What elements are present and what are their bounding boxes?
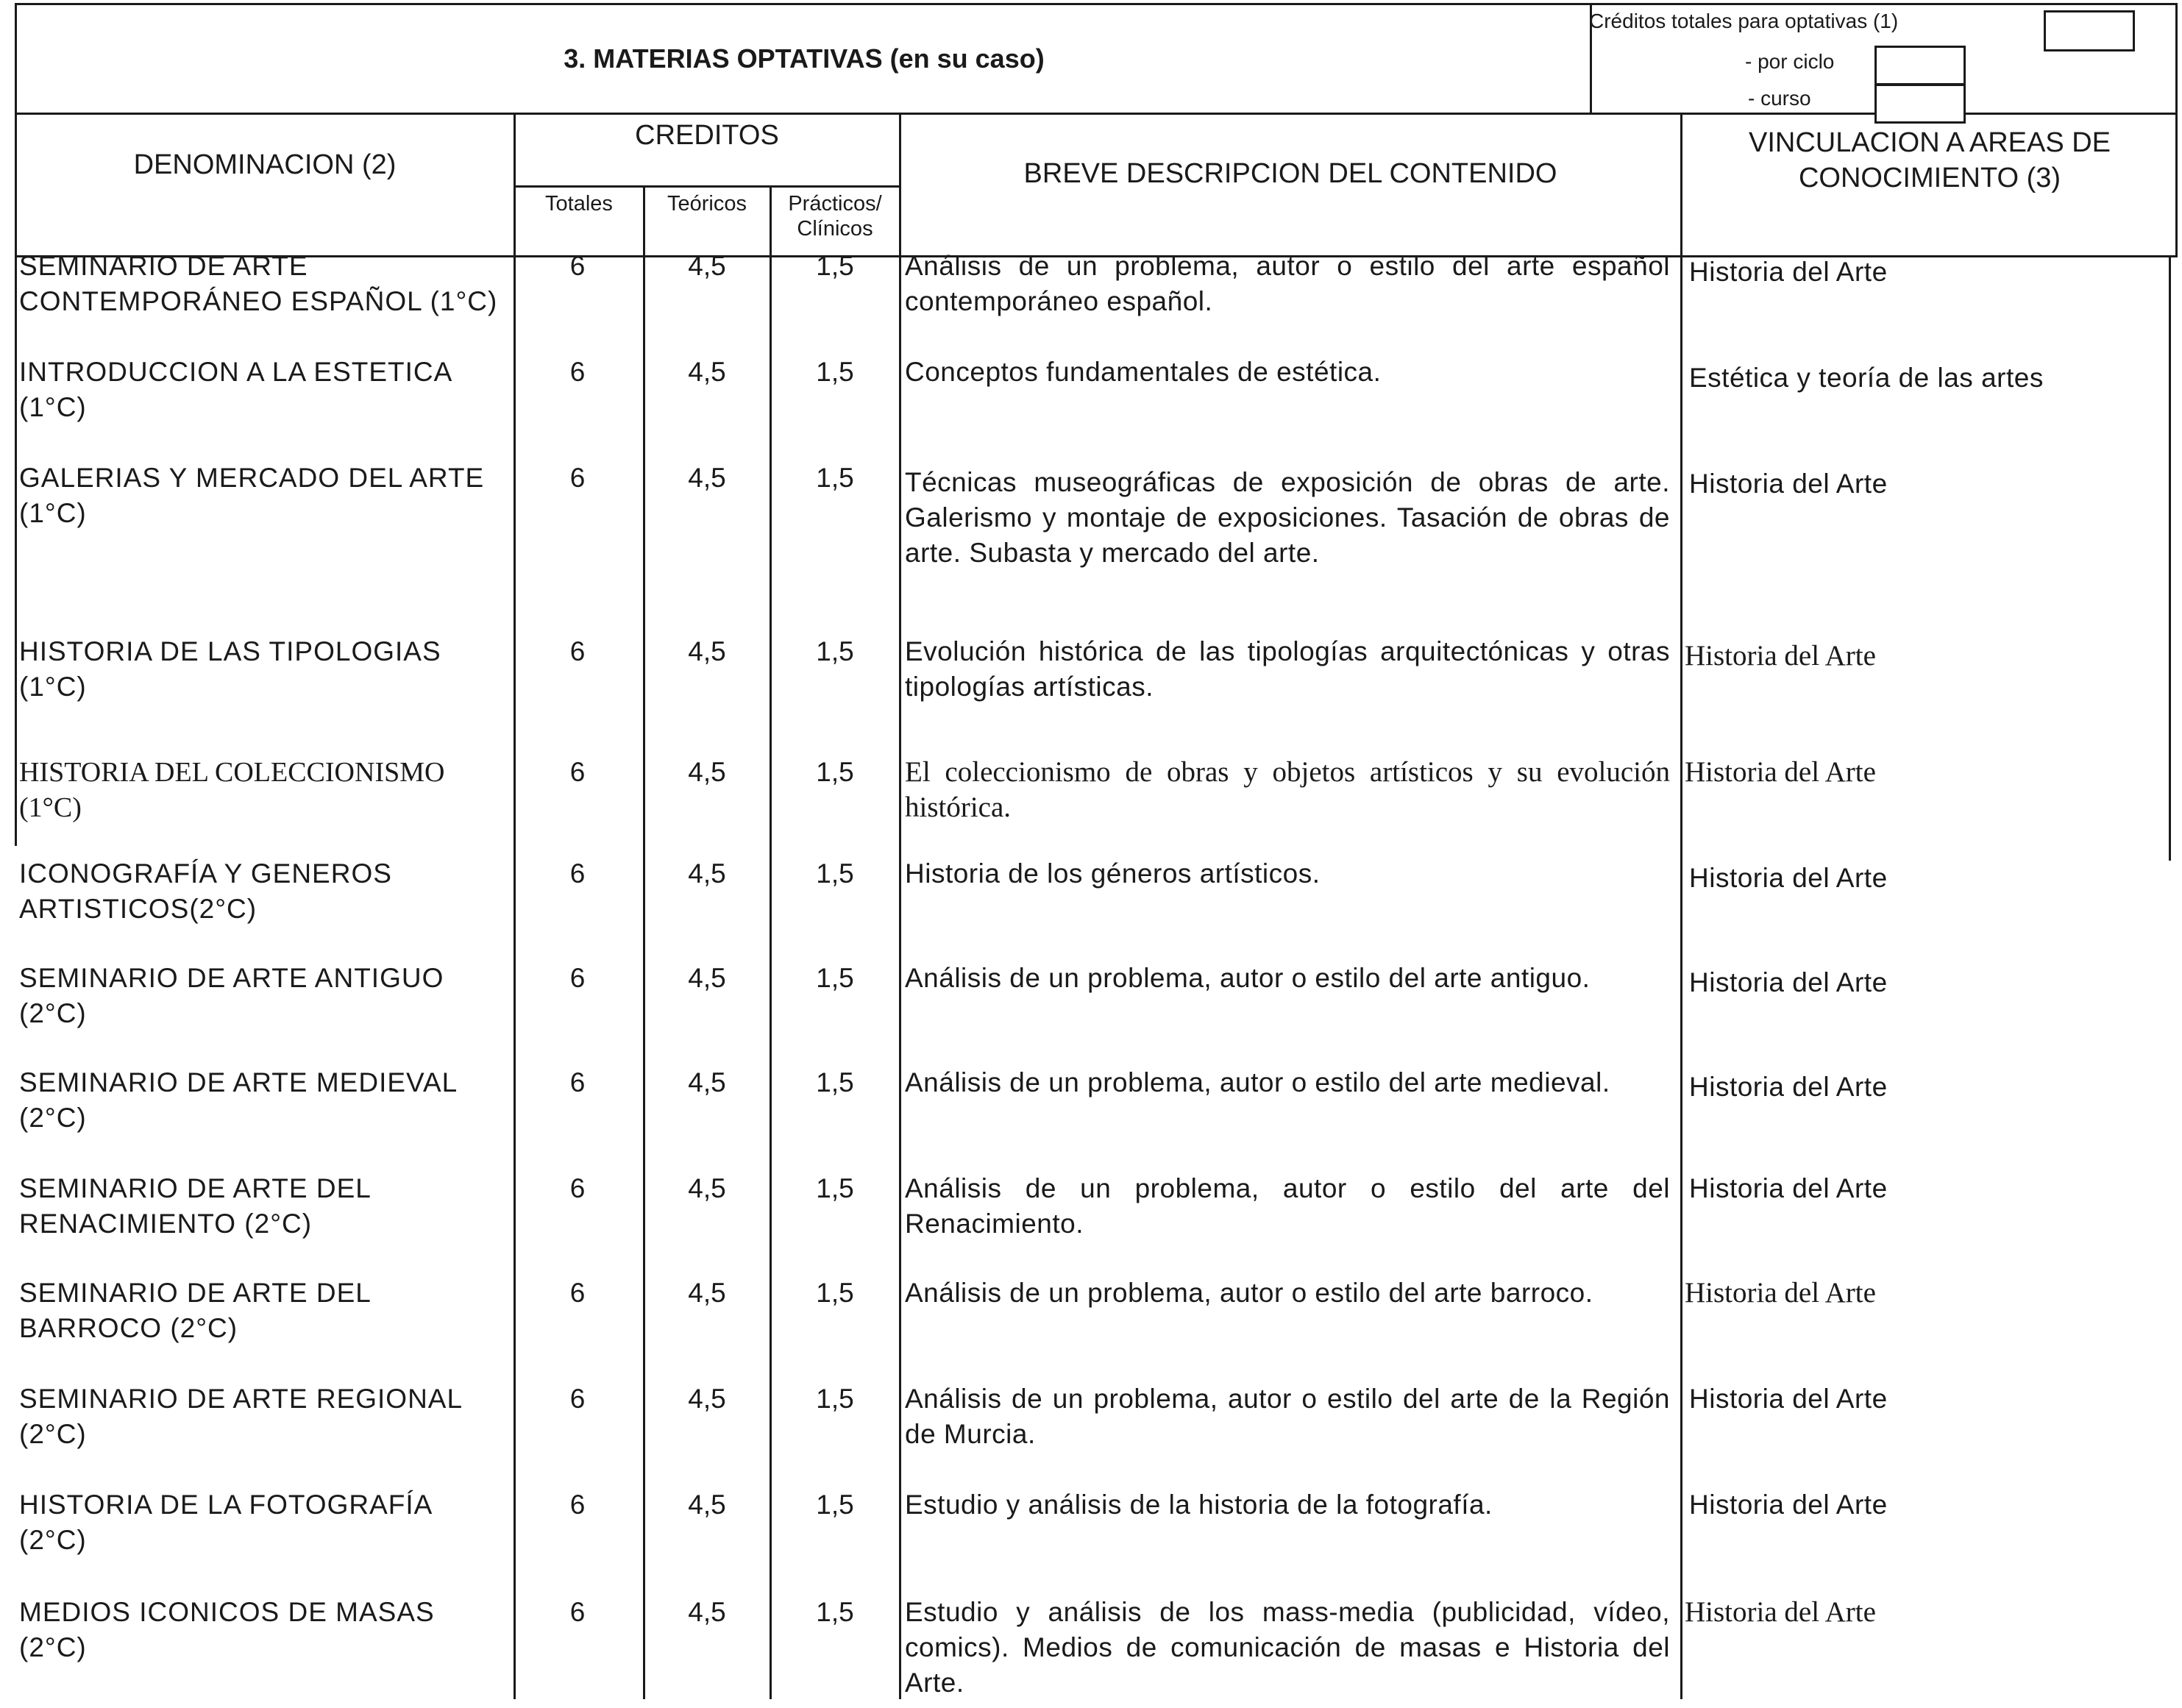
column-header-theory: Teóricos — [667, 192, 747, 216]
row-name: SEMINARIO DE ARTE DEL RENACIMIENTO (2°C) — [19, 1173, 371, 1239]
column-header-name: DENOMINACION (2) — [133, 149, 397, 180]
row-practice: 1,5 — [816, 963, 854, 993]
row-theory: 4,5 — [688, 1490, 726, 1520]
row-area: Historia del Arte — [1685, 756, 1876, 788]
column-header-practice-line2: Clínicos — [797, 217, 873, 241]
row-total: 6 — [569, 636, 586, 666]
row-practice: 1,5 — [816, 1278, 854, 1308]
row-description: Análisis de un problema, autor o estilo del arte medieval. — [905, 1067, 1610, 1097]
row-practice: 1,5 — [816, 1384, 854, 1414]
row-area: Historia del Arte — [1689, 863, 1888, 893]
row-description: Estudio y análisis de la historia de la fotografía. — [905, 1490, 1493, 1520]
row-name: ICONOGRAFÍA Y GENEROS ARTISTICOS(2°C) — [19, 858, 392, 924]
row-practice: 1,5 — [816, 1490, 854, 1520]
row-description: Historia de los géneros artísticos. — [905, 858, 1321, 889]
row-total: 6 — [569, 463, 586, 493]
header-rule — [513, 115, 516, 257]
row-description: Estudio y análisis de los mass-media (publicidad, vídeo, comics). Medios de comunicación de masas e Historia del Arte. — [905, 1597, 1670, 1698]
row-area: Historia del Arte — [1689, 469, 1888, 499]
row-theory: 4,5 — [688, 1384, 726, 1414]
row-practice: 1,5 — [816, 463, 854, 493]
row-total: 6 — [569, 1384, 586, 1414]
column-header-practice-line1: Prácticos/ — [788, 192, 882, 216]
column-header-area-line1: VINCULACION A AREAS DE — [1748, 127, 2111, 158]
row-theory: 4,5 — [688, 357, 726, 387]
row-area: Historia del Arte — [1685, 1277, 1876, 1309]
row-area: Historia del Arte — [1689, 1072, 1888, 1102]
row-practice: 1,5 — [816, 636, 854, 666]
row-practice: 1,5 — [816, 251, 854, 281]
row-name: HISTORIA DEL COLECCIONISMO (1°C) — [19, 757, 445, 823]
row-area: Historia del Arte — [1689, 257, 1888, 287]
row-name: SEMINARIO DE ARTE REGIONAL (2°C) — [19, 1384, 462, 1449]
row-name: SEMINARIO DE ARTE DEL BARROCO (2°C) — [19, 1278, 371, 1343]
row-theory: 4,5 — [688, 251, 726, 281]
body-rule — [899, 257, 901, 1699]
header-rule — [899, 115, 901, 257]
row-theory: 4,5 — [688, 636, 726, 666]
course-label: - curso — [1748, 87, 1811, 110]
body-rule — [2169, 257, 2171, 861]
body-rule — [770, 257, 772, 1699]
row-practice: 1,5 — [816, 1173, 854, 1203]
row-name: HISTORIA DE LA FOTOGRAFÍA (2°C) — [19, 1490, 432, 1555]
row-area: Historia del Arte — [1689, 1384, 1888, 1414]
row-total: 6 — [569, 1597, 586, 1627]
row-name: GALERIAS Y MERCADO DEL ARTE (1°C) — [19, 463, 485, 528]
section-title: 3. MATERIAS OPTATIVAS (en su caso) — [564, 43, 1045, 74]
row-total: 6 — [569, 1067, 586, 1097]
row-description: Análisis de un problema, autor o estilo del arte del Renacimiento. — [905, 1173, 1670, 1239]
body-rule — [1680, 257, 1682, 1699]
row-theory: 4,5 — [688, 1173, 726, 1203]
row-name: MEDIOS ICONICOS DE MASAS (2°C) — [19, 1597, 435, 1662]
row-description: Técnicas museográficas de exposición de obras de arte. Galerismo y montaje de exposiciones. Tasación de obras de arte. Subasta y mercado del arte. — [905, 467, 1670, 568]
row-name: HISTORIA DE LAS TIPOLOGIAS (1°C) — [19, 636, 441, 702]
header-rule — [770, 185, 772, 257]
row-name: INTRODUCCION A LA ESTETICA (1°C) — [19, 357, 452, 422]
row-description: Análisis de un problema, autor o estilo del arte de la Región de Murcia. — [905, 1384, 1670, 1449]
row-name: SEMINARIO DE ARTE MEDIEVAL (2°C) — [19, 1067, 457, 1133]
row-theory: 4,5 — [688, 757, 726, 787]
row-total: 6 — [569, 1490, 586, 1520]
row-theory: 4,5 — [688, 963, 726, 993]
row-description: Análisis de un problema, autor o estilo del arte antiguo. — [905, 963, 1591, 993]
row-total: 6 — [569, 357, 586, 387]
body-rule — [15, 257, 17, 846]
row-practice: 1,5 — [816, 1597, 854, 1627]
column-header-practice — [771, 191, 899, 241]
row-total: 6 — [569, 1173, 586, 1203]
row-description: Análisis de un problema, autor o estilo del arte español contemporáneo español. — [905, 251, 1670, 316]
row-practice: 1,5 — [816, 1067, 854, 1097]
column-header-area-line2: CONOCIMIENTO (3) — [1798, 163, 2061, 193]
column-header-credits: CREDITOS — [635, 120, 779, 151]
column-header-area — [1682, 125, 2178, 196]
row-practice: 1,5 — [816, 757, 854, 787]
row-total: 6 — [569, 251, 586, 281]
per-cycle-label: - por ciclo — [1745, 50, 1835, 73]
credits-total-label: Créditos totales para optativas (1) — [1589, 10, 1899, 32]
row-total: 6 — [569, 1278, 586, 1308]
row-practice: 1,5 — [816, 858, 854, 889]
header-rule — [1680, 115, 1682, 257]
row-total: 6 — [569, 757, 586, 787]
row-description: Conceptos fundamentales de estética. — [905, 357, 1382, 387]
credits-divider — [515, 185, 899, 188]
row-area: Historia del Arte — [1689, 1490, 1888, 1520]
row-area: Historia del Arte — [1685, 640, 1876, 672]
row-area: Historia del Arte — [1685, 1596, 1876, 1628]
row-description: El coleccionismo de obras y objetos artísticos y su evolución histórica. — [905, 756, 1670, 823]
header-rule — [643, 185, 645, 257]
column-header-total: Totales — [545, 192, 613, 216]
row-theory: 4,5 — [688, 1597, 726, 1627]
row-theory: 4,5 — [688, 1067, 726, 1097]
row-area: Historia del Arte — [1689, 1173, 1888, 1203]
row-total: 6 — [569, 963, 586, 993]
row-theory: 4,5 — [688, 1278, 726, 1308]
row-name: SEMINARIO DE ARTE ANTIGUO (2°C) — [19, 963, 444, 1028]
row-theory: 4,5 — [688, 463, 726, 493]
row-name: SEMINARIO DE ARTE CONTEMPORÁNEO ESPAÑOL (1°C) — [19, 251, 498, 316]
per-cycle-field[interactable] — [1874, 46, 1966, 85]
row-area: Estética y teoría de las artes — [1689, 363, 2044, 393]
column-header-description: BREVE DESCRIPCION DEL CONTENIDO — [1023, 158, 1557, 189]
row-theory: 4,5 — [688, 858, 726, 889]
row-total: 6 — [569, 858, 586, 889]
row-description: Análisis de un problema, autor o estilo del arte barroco. — [905, 1278, 1593, 1308]
row-practice: 1,5 — [816, 357, 854, 387]
row-description: Evolución histórica de las tipologías arquitectónicas y otras tipologías artísticas. — [905, 636, 1670, 702]
row-area: Historia del Arte — [1689, 967, 1888, 997]
credits-total-field[interactable] — [2044, 10, 2135, 51]
